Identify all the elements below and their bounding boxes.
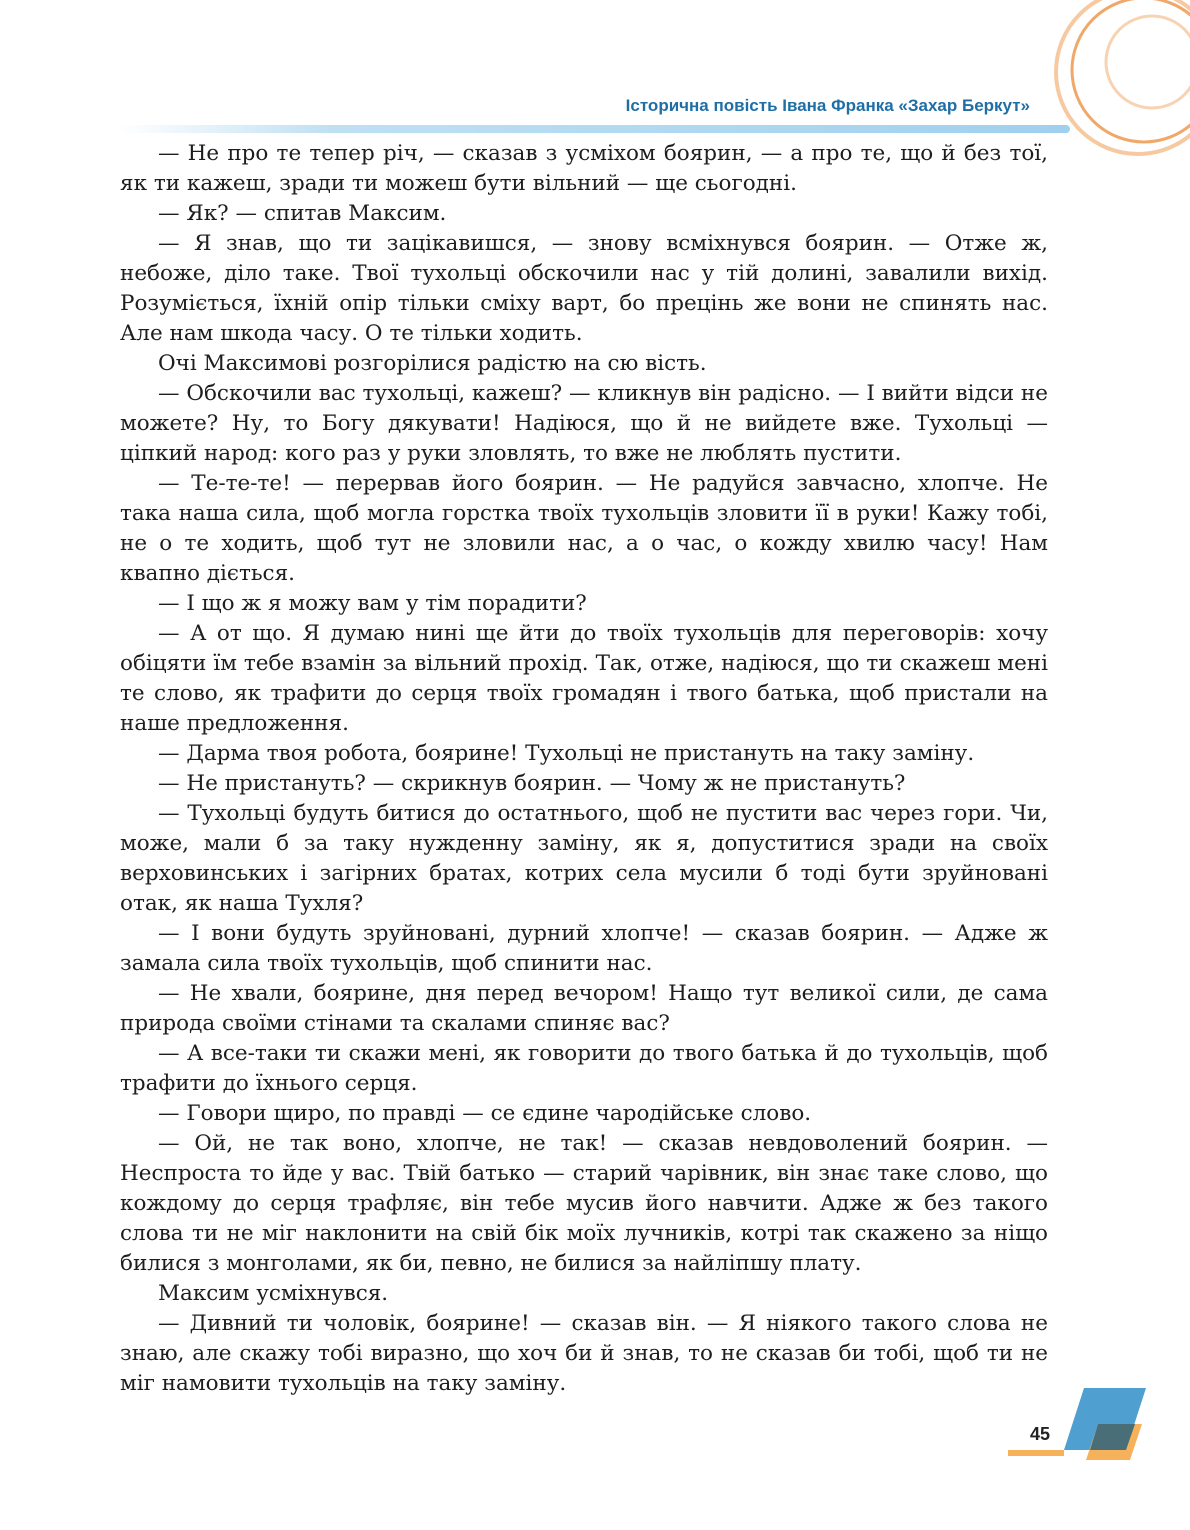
paragraph: — Не пристануть? — скрикнув боярин. — Чому ж не пристануть? (158, 771, 906, 796)
corner-parallelogram-decoration (1060, 1386, 1150, 1460)
paragraph: — Тухольці будуть битися до остатнього, щоб не пустити вас через гори. Чи, може, мали б за таку нужденну заміну, як я, допуститися зради на своїх верховинських і загірних братах, котрих села мусили б тоді бути зруйновані отак, як наша Тухля? (120, 801, 1048, 916)
paragraph: — І що ж я можу вам у тім порадити? (158, 591, 587, 616)
paragraph: — А от що. Я думаю нині ще йти до твоїх тухольців для переговорів: хочу обіцяти їм тебе взамін за вільний прохід. Так, отже, надіюся, що ти скажеш мені те слово, як трафити до серця твоїх громадян і твого батька, щоб пристали на наше предложення. (120, 621, 1048, 736)
paragraph: — Дарма твоя робота, боярине! Тухольці не пристануть на таку заміну. (158, 741, 975, 766)
paragraph: Очі Максимові розгорілися радістю на сю вість. (158, 351, 707, 376)
paragraph: — І вони будуть зруйновані, дурний хлопче! — сказав боярин. — Адже ж замала сила твоїх тухольців, щоб спинити нас. (120, 921, 1048, 976)
paragraph: Максим усміхнувся. (158, 1281, 389, 1306)
paragraph: — Не про те тепер річ, — сказав з усміхом боярин, — а про те, що й без тої, як ти кажеш, зради ти можеш бути вільний — ще сьогодні. (120, 141, 1048, 196)
paragraph: — Я знав, що ти зацікавишся, — знову всміхнувся боярин. — Отже ж, небоже, діло таке. Твої тухольці обскочили нас у тій долині, завалили вихід. Розуміється, їхній опір тільки сміху варт, бо прецінь же вони не спинять нас. Але нам шкода часу. О те тільки ходить. (120, 231, 1048, 346)
page-number-underline (1008, 1450, 1064, 1456)
paragraph: — Говори щиро, по правді — се єдине чародійське слово. (158, 1101, 812, 1126)
header-rule (120, 125, 1070, 133)
running-header-title: Історична повість Івана Франка «Захар Беркут» (625, 96, 1030, 115)
paragraph: — Ой, не так воно, хлопче, не так! — сказав невдоволений боярин. — Неспроста то йде у вас. Твій батько — старий чарівник, він знає таке слово, що кождому до серця трафляє, він тебе мусив його навчити. Адже ж без такого слова ти не міг наклонити на свій бік моїх лучників, котрі так скажено за ніщо билися з монголами, як би, певно, не билися за найліпшу плату. (120, 1131, 1048, 1276)
paragraph: — Дивний ти чоловік, боярине! — сказав він. — Я ніякого такого слова не знаю, але скажу тобі виразно, що хоч би й знав, то не сказав би тобі, щоб ти не міг намовити тухольців на таку заміну. (120, 1311, 1048, 1396)
paragraph: — Обскочили вас тухольці, кажеш? — кликнув він радісно. — І вийти відси не можете? Ну, то Богу дякувати! Надіюся, що й не вийдете вже. Тухольці — ціпкий народ: кого раз у руки зловлять, то вже не люблять пустити. (120, 381, 1048, 466)
paragraph: — Не хвали, боярине, дня перед вечором! Нащо тут великої сили, де сама природа своїми стінами та скалами спиняє вас? (120, 981, 1048, 1036)
text-body (120, 139, 1048, 1399)
paragraph: — Те-те-те! — перервав його боярин. — Не радуйся завчасно, хлопче. Не така наша сила, щоб могла горстка твоїх тухольців зловити її в руки! Кажу тобі, не о те ходить, щоб тут не зловили нас, а о час, о кожду хвилю часу! Нам квапно діється. (120, 471, 1048, 586)
paragraph: — Як? — спитав Максим. (158, 201, 447, 226)
paragraph: — А все-таки ти скажи мені, як говорити до твого батька й до тухольців, щоб трафити до їхнього серця. (120, 1041, 1048, 1096)
page-number: 45 (1029, 1424, 1050, 1444)
